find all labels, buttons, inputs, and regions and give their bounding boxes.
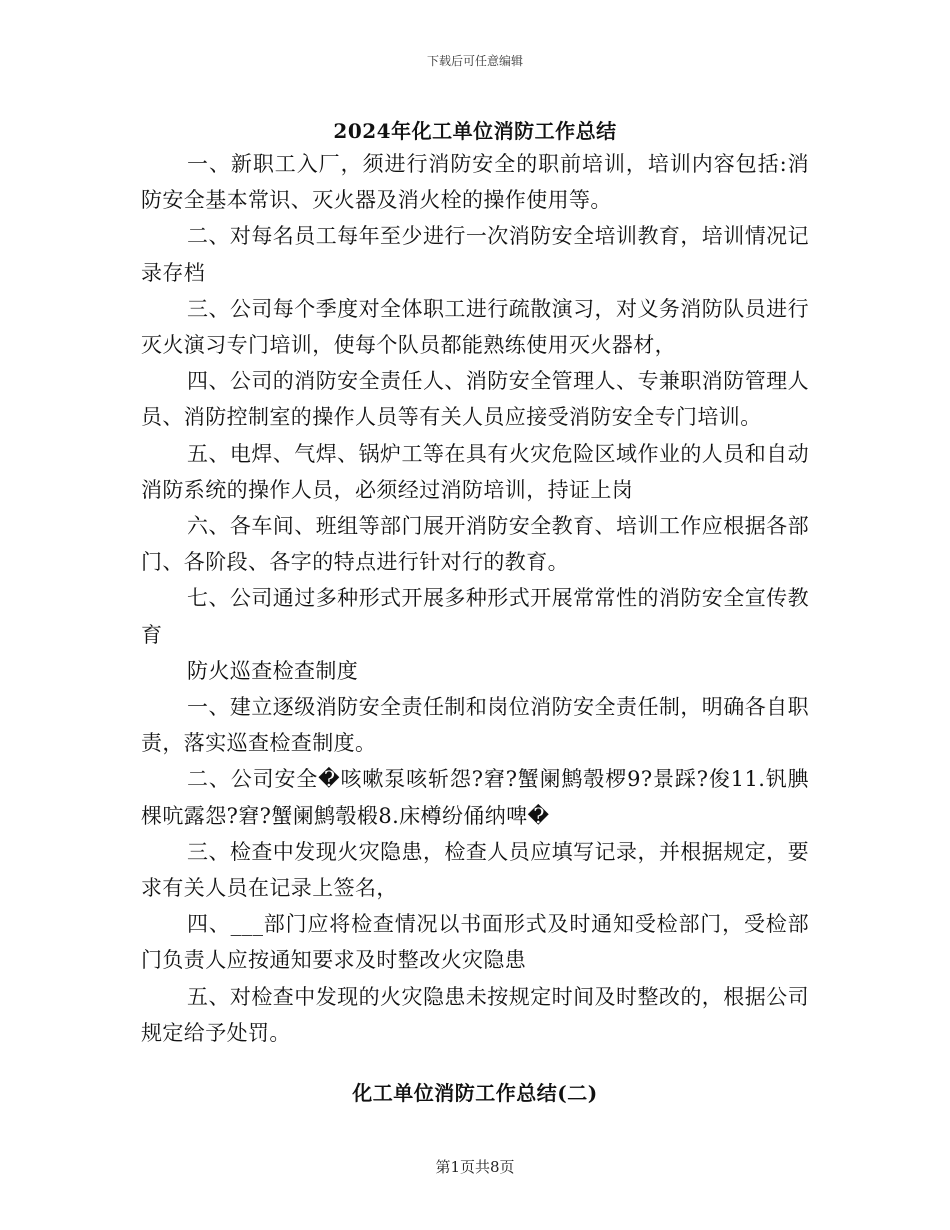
paragraph-3: 三、公司每个季度对全体职工进行疏散演习，对义务消防队员进行灭火演习专门培训，使每个队员都能熟练使用灭火器材，: [141, 296, 809, 358]
paragraph-1: 一、新职工入厂，须进行消防安全的职前培训，培训内容包括:消防安全基本常识、灭火器及消火栓的操作使用等。: [141, 152, 809, 213]
paragraph-11: 三、检查中发现火灾隐患，检查人员应填写记录，并根据规定，要求有关人员在记录上签名，: [141, 839, 809, 901]
paragraph-12: 四、___部门应将检查情况以书面形式及时通知受检部门，受检部门负责人应按通知要求及时整改火灾隐患: [141, 912, 809, 973]
paragraph-5: 五、电焊、气焊、锅炉工等在具有火灾危险区域作业的人员和自动消防系统的操作人员，必须经过消防培训，持证上岗: [141, 441, 809, 502]
document-body: [141, 146, 809, 1051]
paragraph-13: 五、对检查中发现的火灾隐患未按规定时间及时整改的，根据公司规定给予处罚。: [141, 984, 809, 1045]
paragraph-7: 七、公司通过多种形式开展多种形式开展常常性的消防安全宣传教育: [141, 586, 809, 647]
paragraph-2: 二、对每名员工每年至少进行一次消防安全培训教育，培训情况记录存档: [141, 224, 809, 285]
paragraph-4: 四、公司的消防安全责任人、消防安全管理人、专兼职消防管理人员、消防控制室的操作人员等有关人员应接受消防安全专门培训。: [141, 369, 809, 430]
page-footer: 第1页共8页: [435, 1158, 515, 1176]
section-heading-fire-inspection: 防火巡查检查制度: [187, 658, 359, 683]
paragraph-9: 一、建立逐级消防安全责任制和岗位消防安全责任制，明确各自职责，落实巡查检查制度。: [141, 695, 809, 756]
paragraph-10: 二、公司安全�咳嗽泵咳斩怨?窘?蟹阑鹪彀椤9?景踩?俊11.钒腆棵吭露怨?窘?蟹阑鹪彀椴8.床樽纷俑纳啤�: [141, 767, 809, 828]
document-title: 2024年化工单位消防工作总结: [333, 119, 617, 143]
document-subtitle: 化工单位消防工作总结(二): [352, 1081, 598, 1105]
page-header: 下载后可任意编辑: [426, 54, 523, 68]
paragraph-6: 六、各车间、班组等部门展开消防安全教育、培训工作应根据各部门、各阶段、各字的特点进行针对行的教育。: [141, 514, 809, 575]
